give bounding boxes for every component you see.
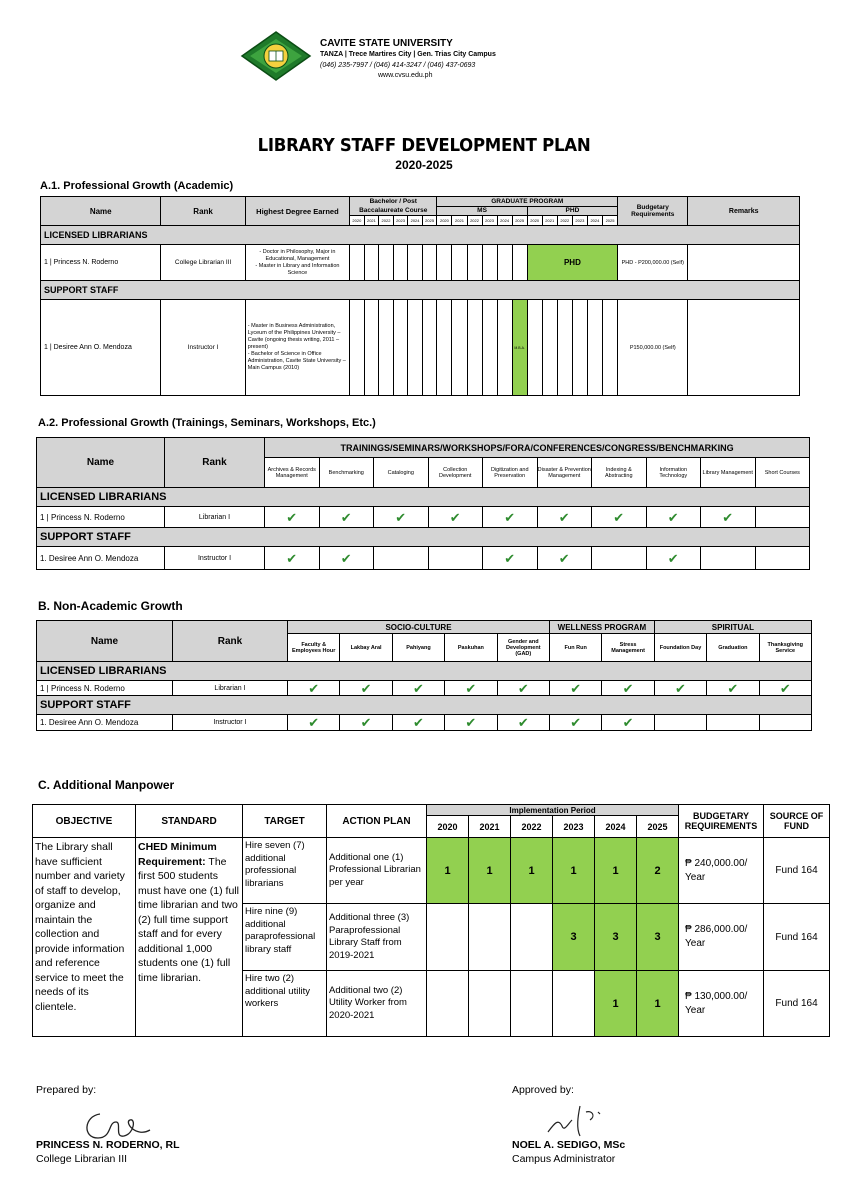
a1-year: 2023 [572, 216, 587, 226]
b-support-label: SUPPORT STAFF [37, 696, 812, 715]
check-icon: ✔ [265, 507, 320, 528]
b-socio-header: SOCIO-CULTURE [288, 621, 550, 634]
c-fund: Fund 164 [764, 838, 830, 904]
a2-col-header: Cataloging [374, 458, 429, 488]
c-target: Hire two (2) additional utility workers [243, 971, 327, 1037]
staff-rank: Instructor I [165, 547, 265, 570]
c-year-header: 2023 [553, 816, 595, 838]
check-icon: ✔ [288, 681, 340, 696]
row-number: 1 [44, 259, 48, 266]
c-target: Hire seven (7) additional professional librarians [243, 838, 327, 904]
c-year-header: 2022 [511, 816, 553, 838]
check-icon: ✔ [265, 547, 320, 570]
c-fund: Fund 164 [764, 971, 830, 1037]
a1-row-mendoza: 1 | Desiree Ann O. Mendoza Instructor I - Master in Business Administration, Lyceum of the Philippines University – Cavite (ongoing thesis writing, 2011 – present) - Bachelor of Science in Office Administration, Cavite State University – Main Campus (2010) M.B.A. P150,000.00 (Self) [41, 300, 800, 396]
staff-name: Princess N. Roderno [50, 683, 125, 693]
c-year-value: 1 [637, 971, 679, 1037]
a1-year: 2022 [557, 216, 572, 226]
a1-budget-header: Budgetary Requirements [618, 197, 688, 226]
staff-rank: Instructor I [161, 300, 245, 396]
check-icon: ✔ [537, 507, 592, 528]
approved-label: Approved by: [512, 1084, 574, 1096]
prepared-title: College Librarian III [36, 1153, 128, 1165]
check-icon: ✔ [602, 681, 654, 696]
c-year-value [469, 971, 511, 1037]
c-standard-head: CHED Minimum Requirement: [138, 841, 217, 868]
a2-row-mendoza [37, 547, 810, 570]
a1-year: 2025 [602, 216, 617, 226]
check-icon: ✔ [340, 715, 392, 731]
a2-support-label: SUPPORT STAFF [37, 528, 810, 547]
check-icon: ✔ [374, 507, 429, 528]
b-name-header: Name [37, 621, 173, 662]
check-icon: ✔ [483, 507, 538, 528]
check-icon: ✔ [707, 681, 759, 696]
approved-title: Campus Administrator [512, 1153, 616, 1165]
row-number: 1 [40, 512, 45, 522]
section-b-title: B. Non-Academic Growth [38, 599, 183, 613]
c-year-header: 2024 [595, 816, 637, 838]
a1-year: 2020 [527, 216, 542, 226]
ms-cell: M.B.A. [512, 300, 527, 396]
b-licensed-label: LICENSED LIBRARIANS [37, 662, 812, 681]
c-source-header: SOURCE OF FUND [764, 805, 830, 838]
c-objective-header: OBJECTIVE [33, 805, 136, 838]
c-year-value [469, 904, 511, 971]
section-c-title: C. Additional Manpower [38, 778, 175, 792]
a1-row-roderno: 1 | Princess N. Roderno College Librarian III - Doctor in Philosophy, Major in Educational, Management - Master in Library and Information Science PHD PHD - P200,000.00 (Self) [41, 245, 800, 281]
b-col-header: Gender and Development (GAD) [497, 634, 549, 662]
row-number: 1 [44, 344, 48, 351]
check-icon: ✔ [392, 715, 444, 731]
c-year-header: 2025 [637, 816, 679, 838]
a2-rank-header: Rank [165, 438, 265, 488]
campus-list: TANZA | Trece Martires City | Gen. Trias City Campus [320, 51, 496, 58]
a2-col-header: Indexing & Abstracting [592, 458, 647, 488]
b-rank-header: Rank [173, 621, 288, 662]
staff-rank: Librarian I [165, 507, 265, 528]
c-target-header: TARGET [243, 805, 327, 838]
staff-degree: - Master in Business Administration, Lyceum of the Philippines University – Cavite (ongoing thesis writing, 2011 – present) - Bachelor of Science in Office Administration, Cavite State University – Main Campus (2010) [245, 300, 349, 396]
a1-degree-header: Highest Degree Earned [245, 197, 349, 226]
university-logo [240, 30, 312, 82]
page-years: 2020-2025 [395, 158, 453, 172]
c-action-header: ACTION PLAN [327, 805, 427, 838]
staff-rank: College Librarian III [161, 245, 245, 281]
a1-year: 2021 [452, 216, 467, 226]
a1-year: 2021 [364, 216, 379, 226]
c-target: Hire nine (9) additional paraprofessional library staff [243, 904, 327, 971]
a1-phd-header: PHD [527, 206, 617, 216]
check-icon [759, 715, 811, 731]
a1-year: 2023 [393, 216, 408, 226]
a1-bacc-header: Bachelor / Post Baccalaureate Course [350, 197, 437, 216]
c-year-value: 3 [553, 904, 595, 971]
check-icon: ✔ [701, 507, 756, 528]
check-icon: ✔ [654, 681, 706, 696]
c-standard-header: STANDARD [136, 805, 243, 838]
a1-year: 2022 [379, 216, 394, 226]
check-icon [654, 715, 706, 731]
c-row-1 [33, 838, 830, 904]
c-objective-text: The Library shall have sufficient number and variety of staff to develop, organize and maintain the collection and provide information and reference service to meet the needs of its clientele. [33, 838, 136, 1037]
check-icon: ✔ [550, 681, 602, 696]
staff-budget: PHD - P200,000.00 (Self) [618, 245, 688, 281]
check-icon [428, 547, 483, 570]
check-icon [701, 547, 756, 570]
check-icon [755, 547, 810, 570]
b-col-header: Graduation [707, 634, 759, 662]
b-col-header: Paskuhan [445, 634, 497, 662]
c-standard-cell [136, 838, 243, 1037]
a1-remarks-header: Remarks [688, 197, 800, 226]
c-year-value: 3 [595, 904, 637, 971]
c-action: Additional one (1) Professional Librarian per year [327, 838, 427, 904]
c-budget-header: BUDGETARY REQUIREMENTS [679, 805, 764, 838]
phd-cell: PHD [527, 245, 617, 281]
a1-year: 2025 [422, 216, 437, 226]
check-icon: ✔ [483, 547, 538, 570]
c-year-value: 1 [595, 838, 637, 904]
a2-col-header: Disaster & Prevention Management [537, 458, 592, 488]
a1-rank-header: Rank [161, 197, 245, 226]
b-row-mendoza [37, 715, 812, 731]
c-year-value [511, 971, 553, 1037]
a2-col-header: Archives & Records Management [265, 458, 320, 488]
a1-year: 2021 [542, 216, 557, 226]
a1-licensed-row [41, 226, 800, 245]
a1-support-label: SUPPORT STAFF [41, 281, 800, 300]
check-icon: ✔ [550, 715, 602, 731]
approved-name: NOEL A. SEDIGO, MSc [512, 1139, 626, 1151]
website: www.cvsu.edu.ph [378, 72, 433, 79]
staff-rank: Instructor I [173, 715, 288, 731]
staff-name: Desiree Ann O. Mendoza [48, 718, 139, 727]
staff-name: Princess N. Roderno [50, 512, 125, 522]
c-year-value [511, 904, 553, 971]
a1-year: 2023 [482, 216, 497, 226]
a2-licensed-label: LICENSED LIBRARIANS [37, 488, 810, 507]
b-col-header: Lakbay Aral [340, 634, 392, 662]
check-icon: ✔ [602, 715, 654, 731]
a1-table [40, 196, 800, 396]
staff-name: Princess N. Roderno [53, 259, 119, 266]
check-icon: ✔ [319, 507, 374, 528]
c-year-value: 1 [553, 838, 595, 904]
check-icon: ✔ [646, 507, 701, 528]
c-year-value: 3 [637, 904, 679, 971]
b-spiritual-header: SPIRITUAL [654, 621, 811, 634]
row-number: 1. [40, 553, 47, 563]
a2-col-header: Library Management [701, 458, 756, 488]
check-icon: ✔ [392, 681, 444, 696]
check-icon: ✔ [428, 507, 483, 528]
c-year-value: 1 [511, 838, 553, 904]
b-col-header: Pahiyang [392, 634, 444, 662]
a1-licensed-label: LICENSED LIBRARIANS [41, 226, 800, 245]
c-table [32, 804, 830, 1037]
a1-year: 2025 [512, 216, 527, 226]
staff-name: Desiree Ann O. Mendoza [48, 553, 139, 563]
phone-numbers: (046) 235-7997 / (046) 414-3247 / (046) 437-0693 [320, 62, 476, 69]
check-icon [755, 507, 810, 528]
check-icon: ✔ [445, 715, 497, 731]
c-year-value [427, 904, 469, 971]
c-year-value [427, 971, 469, 1037]
a1-year: 2024 [408, 216, 423, 226]
section-a1-title: A.1. Professional Growth (Academic) [40, 180, 234, 192]
a2-col-header: Information Technology [646, 458, 701, 488]
check-icon: ✔ [537, 547, 592, 570]
b-table [36, 620, 812, 731]
c-action: Additional two (2) Utility Worker from 2020-2021 [327, 971, 427, 1037]
c-budget: ₱ 286,000.00/ Year [679, 904, 764, 971]
page-title: LIBRARY STAFF DEVELOPMENT PLAN [257, 135, 591, 156]
a2-table [36, 437, 810, 570]
check-icon [592, 547, 647, 570]
c-year-value: 2 [637, 838, 679, 904]
check-icon [707, 715, 759, 731]
c-budget: ₱ 240,000.00/ Year [679, 838, 764, 904]
row-number: 1 [40, 683, 45, 693]
section-a2-title: A.2. Professional Growth (Trainings, Seminars, Workshops, Etc.) [38, 417, 376, 429]
check-icon: ✔ [445, 681, 497, 696]
b-col-header: Faculty & Employees Hour [288, 634, 340, 662]
check-icon: ✔ [759, 681, 811, 696]
check-icon: ✔ [319, 547, 374, 570]
a1-support-row [41, 281, 800, 300]
a2-col-header: Digitization and Preservation [483, 458, 538, 488]
b-col-header: Foundation Day [654, 634, 706, 662]
a2-group-header: TRAININGS/SEMINARS/WORKSHOPS/FORA/CONFERENCES/CONGRESS/BENCHMARKING [265, 438, 810, 458]
a1-ms-header: MS [437, 206, 527, 216]
a2-name-header: Name [37, 438, 165, 488]
a2-row-roderno: 1 | Princess N. Roderno Librarian I ✔ ✔ ✔ ✔ ✔ ✔ ✔ ✔ ✔ [37, 507, 810, 528]
b-col-header: Thanksgiving Service [759, 634, 811, 662]
a1-year: 2022 [467, 216, 482, 226]
b-col-header: Fun Run [550, 634, 602, 662]
check-icon: ✔ [497, 681, 549, 696]
staff-rank: Librarian I [173, 681, 288, 696]
check-icon: ✔ [288, 715, 340, 731]
a1-name-header: Name [41, 197, 161, 226]
staff-name: Desiree Ann O. Mendoza [53, 344, 132, 351]
b-col-header: Stress Management [602, 634, 654, 662]
c-year-value [553, 971, 595, 1037]
a1-year: 2020 [350, 216, 365, 226]
c-year-value: 1 [427, 838, 469, 904]
c-year-header: 2021 [469, 816, 511, 838]
check-icon: ✔ [592, 507, 647, 528]
a2-col-header: Benchmarking [319, 458, 374, 488]
check-icon: ✔ [497, 715, 549, 731]
a1-year: 2024 [497, 216, 512, 226]
c-year-value: 1 [469, 838, 511, 904]
c-year-value: 1 [595, 971, 637, 1037]
c-action: Additional three (3) Paraprofessional Library Staff from 2019-2021 [327, 904, 427, 971]
staff-budget: P150,000.00 (Self) [618, 300, 688, 396]
check-icon: ✔ [340, 681, 392, 696]
check-icon [374, 547, 429, 570]
prepared-name: PRINCESS N. RODERNO, RL [36, 1139, 180, 1151]
a1-year: 2020 [437, 216, 452, 226]
c-impl-header: Implementation Period [427, 805, 679, 816]
a1-year: 2024 [587, 216, 602, 226]
b-row-roderno: 1 | Princess N. Roderno Librarian I ✔ ✔ ✔ ✔ ✔ ✔ ✔ ✔ ✔ ✔ [37, 681, 812, 696]
check-icon: ✔ [646, 547, 701, 570]
prepared-label: Prepared by: [36, 1084, 97, 1096]
staff-degree: - Doctor in Philosophy, Major in Educational, Management - Master in Library and Information Science [245, 245, 349, 281]
c-budget: ₱ 130,000.00/ Year [679, 971, 764, 1037]
c-fund: Fund 164 [764, 904, 830, 971]
a2-col-header: Collection Development [428, 458, 483, 488]
a2-col-header: Short Courses [755, 458, 810, 488]
a1-grad-header: GRADUATE PROGRAM [437, 197, 618, 207]
approved-signature [540, 1102, 620, 1140]
c-year-header: 2020 [427, 816, 469, 838]
row-number: 1. [40, 718, 47, 727]
b-wellness-header: WELLNESS PROGRAM [550, 621, 655, 634]
university-name: CAVITE STATE UNIVERSITY [320, 38, 453, 49]
c-standard-text: The first 500 students must have one (1) full time librarian and two (2) full time support staff and for every additional 1,000 students one (1) full time librarian. [138, 855, 239, 984]
